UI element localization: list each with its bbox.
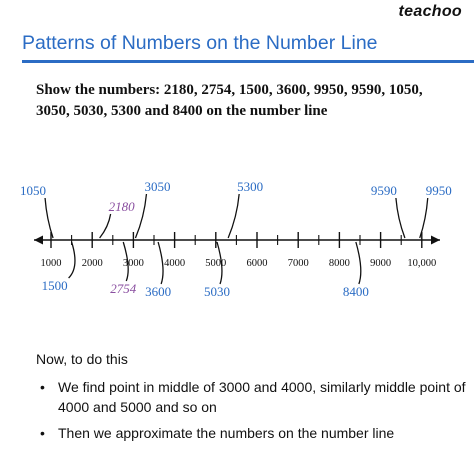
value-label-below: 2754 <box>110 281 137 296</box>
pointer-line <box>158 242 163 284</box>
arrow-left-icon <box>34 236 43 245</box>
value-label-below: 5030 <box>204 284 231 299</box>
pointer-line <box>100 214 111 238</box>
value-label-above: 5300 <box>237 179 264 194</box>
explanation-bullets <box>36 377 466 443</box>
tick-label: 7000 <box>287 258 309 269</box>
tick-label: 6000 <box>246 258 268 269</box>
explanation <box>36 349 466 449</box>
value-label-above: 9590 <box>370 183 397 198</box>
pointer-line <box>228 194 239 238</box>
pointer-line <box>135 194 146 238</box>
value-label-above: 2180 <box>108 199 135 214</box>
value-label-below: 3600 <box>145 284 172 299</box>
tick-label: 3000 <box>122 258 144 269</box>
explanation-intro: Now, to do this <box>36 351 128 367</box>
question-text: Show the numbers: 2180, 2754, 1500, 3600, 9950, 9590, 1050, 3050, 5030, 5300 and 8400 on the number line <box>36 82 423 119</box>
pointer-line <box>45 198 53 238</box>
value-label-above: 9950 <box>425 183 452 198</box>
bullet-dot-icon: • <box>40 425 45 441</box>
bullet-item <box>36 423 466 443</box>
pointer-line <box>420 198 428 238</box>
tick-label: 2000 <box>81 258 103 269</box>
tick-label: 4000 <box>164 258 186 269</box>
arrow-right-icon <box>431 236 440 245</box>
brand-logo: teachoo <box>398 3 462 20</box>
value-label-above: 3050 <box>144 179 171 194</box>
value-label-above: 1050 <box>20 183 47 198</box>
tick-label: 5000 <box>205 258 227 269</box>
pointer-line <box>356 242 361 284</box>
bullet-dot-icon: • <box>40 379 45 395</box>
tick-label: 10,000 <box>407 258 437 269</box>
value-label-below: 8400 <box>342 284 369 299</box>
pointer-line <box>396 198 405 238</box>
bullet-text: Then we approximate the numbers on the number line <box>58 425 395 441</box>
pointer-line <box>69 242 75 278</box>
tick-label: 1000 <box>40 258 62 269</box>
tick-label: 8000 <box>328 258 350 269</box>
tick-label: 9000 <box>370 258 392 269</box>
page-title: Patterns of Numbers on the Number Line <box>22 32 378 54</box>
bullet-item <box>36 377 466 417</box>
value-label-below: 1500 <box>41 278 68 293</box>
bullet-text: We find point in middle of 3000 and 4000, similarly middle point of 4000 and 5000 and so on <box>58 379 466 415</box>
